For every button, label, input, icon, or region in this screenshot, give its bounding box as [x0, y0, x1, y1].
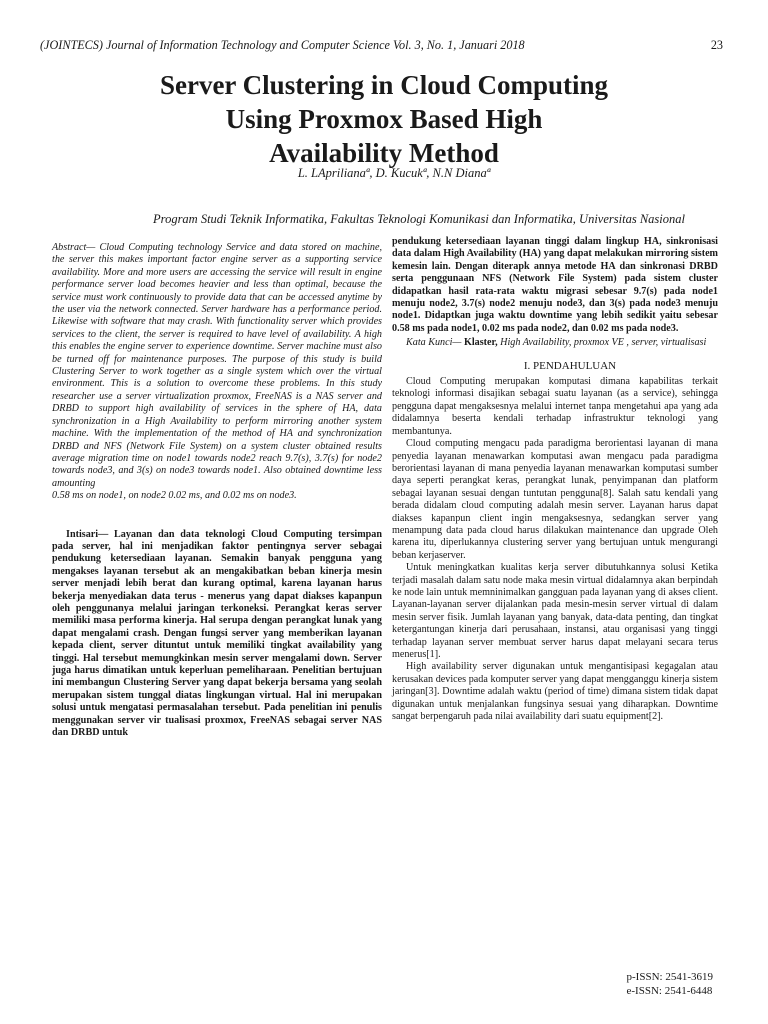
abstract-indonesian: Intisari— Layanan dan data teknologi Cloud Computing tersimpan pada server, hal ini menjadikan faktor pentingnya server sebagai pendukung ketersediaan layanan. Semakin banyak pengguna yang mengakses layanan tersebut ak an mengakibatkan beban kinerja mesin server menjadi lebih berat dan kurang optimal, karena layanan harus bekerja menyediakan data terus - menerus yang dapat diakses kapanpun oleh penggunanya melalui jaringan terkoneksi. Perangkat keras server memiliki masa performa kinerja. Hal serupa dengan perangkat lunak yang dapat mengalami crash. Dengan fungsi server yang memberikan layanan kepada client, server dituntut untuk memiliki tingkat availability yang tinggi. Hal tersebut memungkinkan mesin server mengalami down. Server juga harus dimatikan untuk keperluan pemeliharaan. Penelitian bertujuan ini membangun Clustering Server yang dapat bekerja bersama yang seolah merupakan sistem tunggal diatas lingkungan virtual. Hal ini merupakan solusi untuk mengatasi permasalahan tersebut. Pada penelitian ini penulis menggunakan server vir tualisasi proxmox, FreeNAS sebagai server NAS dan DRBD untuk	[52, 528, 382, 739]
keywords-rest: High Availability, proxmox VE , server, virtualisasi	[500, 337, 707, 349]
section-heading-introduction: I. PENDAHULUAN	[523, 359, 617, 372]
left-column	[52, 242, 382, 739]
keywords	[392, 337, 718, 349]
body-paragraph: Cloud computing mengacu pada paradigma berorientasi layanan di mana penyedia layanan menawarkan komputasi awan mengacu pada paradigma berorientasi layanan di mana penyedia layanan menawarkan komputasi sumber daya seperti perangkat keras, perangkat lunak, penyimpanan dan platform sebagai layanan sesuai dengan tuntutan pengguna[8]. Salah satu kendali yang berada didalam cloud computing adalah mesin server. Layanan harus dapat diakses kapanpun client ingin mengaksesnya, sedangkan server yang menampung data pada cloud harus dilakukan maintenance dan upgrade Oleh karena itu, diperlukannya clustering server yang bertujuan untuk mengurangi beban kerjaserver.	[392, 438, 718, 561]
title-line: Using Proxmox Based High	[225, 104, 543, 134]
journal-citation: (JOINTECS) Journal of Information Technology and Computer Science Vol. 3, No. 1, Januari 2018	[40, 38, 525, 52]
right-column	[392, 236, 718, 723]
page-number: 23	[710, 38, 723, 52]
author-list: L. LAprilianaª, D. Kucukª, N.N Dianaª	[297, 166, 491, 180]
body-paragraph: Cloud Computing merupakan komputasi dimana kapabilitas terkait teknologi informasi disajikan sebagai suatu layanan (as a service), sehingga pengguna dapat mengaksesnya melalui internet tanpa mengetahui apa yang ada didalamnya beserta kendali terhadap infrastruktur teknologi yang membantunya.	[392, 376, 718, 437]
paper-title	[60, 68, 708, 170]
abstract-indonesian-continued: pendukung ketersediaan layanan tinggi dalam lingkup HA, sinkronisasi data dalam High Availability (HA) yang dapat melakukan mirroring sistem kemesin lain. Dengan diterapk annya metode HA dan sinkronasi DRBD serta penggunaan NFS (Network File System) pada sistem cluster didapatkan hasil rata-rata waktu migrasi sebesar 9.7(s) pada node1 menuju node2, 3.7(s) node2 menuju node3, dan 3(s) pada node3 menuju node1. Didaptkan juga waktu downtime yang lebih sedikit yaitu sebesar 0.58 ms pada node1, 0.02 ms pada node2, dan 0.02 ms pada node3.	[392, 236, 718, 334]
keywords-first: Klaster,	[463, 337, 498, 349]
body-paragraph: Untuk meningkatkan kualitas kerja server dibutuhkannya solusi Ketika terjadi masalah dalam satu node maka mesin virtual didalamnya akan berpindah ke node lain untuk memninimalkan gangguan pada layanan yang di akses client. Layanan-layanan server dijalankan pada mesin-mesin server virtual di dalam mesin server fisik. Jumlah layanan yang banyak, data-data penting, dan tingkat ketergantungan kinerja dari perusahaan, instansi, atau organisasi yang tinggi terhadap layanan server membuat server harus dapat melayani secara terus menerus[1].	[392, 562, 718, 660]
running-header	[40, 38, 723, 53]
body-paragraph: High availability server digunakan untuk mengantisipasi kegagalan atau kerusakan devices pada komputer server yang dapat mengganggu kinerja sistem jaringan[3]. Downtime adalah waktu (period of time) dimana sistem tidak dapat digunakan untuk menjalankan fungsinya sesuai yang diharapkan. Downtime sangat berpengaruh pada nilai availability dari suatu equipment[2].	[392, 661, 718, 723]
keywords-label: Kata Kunci—	[406, 337, 462, 349]
affiliation: Program Studi Teknik Informatika, Fakultas Teknologi Komunikasi dan Informatika, Universitas Nasional	[153, 212, 685, 226]
title-line: Availability Method	[269, 138, 499, 168]
abstract-english-tail: 0.58 ms on node1, on node2 0.02 ms, and 0.02 ms on node3.	[52, 490, 297, 502]
p-issn: p-ISSN: 2541-3619	[626, 971, 713, 983]
abstract-english: Abstract— Cloud Computing technology Service and data stored on machine, the server this makes important factor engine server as a supporting service availability. More and more users are accessing the service will result in engine performance server load becomes heavier and less than optimal, because the service must work continuously to provide data that can be accessed anytime by the user via the network connected. Server hardware has a performance period. Likewise with software that may crash. With functionality server which provides services to the client, the server is required to have level of availability. A high this enables the engine server to experience downtime. Server machine must also be turned off for maintenance purposes. The purpose of this study is build Clustering Server to work together as a single system which over the virtual environment. This is a solution to overcome these problems. In this study researcher use a server virtualization proxmox, FreeNAS is a NAS server and DRBD to support high availability of services in the sphere of HA, data synchronization in a High Availability to perform mirroring another system machine. With the implementation of the method of HA and synchronization DRBD and NFS (Network File System) on a system cluster obtained results average migration time on node1 towards node2 reach 9.7(s), 3.7(s) for node2 towards node3, and 3(s) on node3 towards node1. Also obtained downtime less amounting	[52, 242, 382, 489]
issn-block	[627, 970, 713, 998]
e-issn: e-ISSN: 2541-6448	[626, 985, 713, 997]
title-line: Server Clustering in Cloud Computing	[159, 70, 609, 100]
